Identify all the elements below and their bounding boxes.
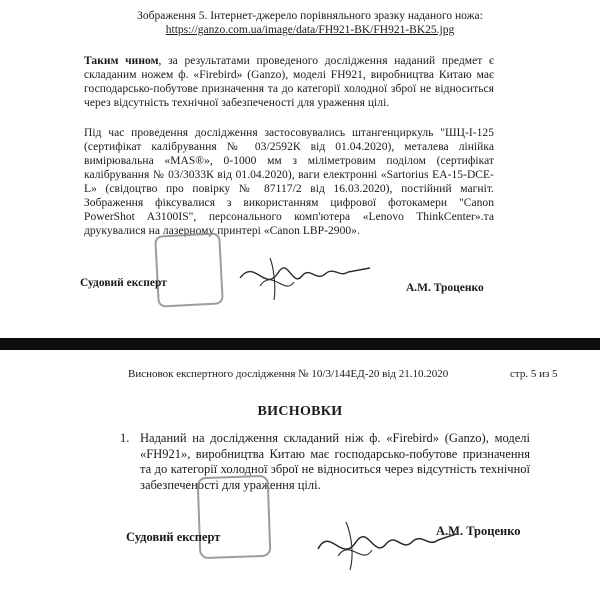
report-header: Висновок експертного дослідження № 10/3/144ЕД-20 від 21.10.2020 xyxy=(128,368,449,380)
equipment-text: Під час проведення дослідження застосовувались штангенциркуль "ШЦ-І-125 (сертифікат калібрування № 03/2592К від 01.04.2020), металева лінійка вимірювальна «MAS®», 0-1000 мм з міліметровим поділом (сертифікат калібрування № 03/3033К від 01.04.2020), ваги електронні «Sartorius EA-15-DCE-L» (свідоцтво про повірку № 87117/2 від 16.03.2020), постійний магніт. Зображення фіксувалися з використанням цифрової фотокамери "Canon PowerShot A3100IS", персонального комп'ютера «Lenovo ThinkCenter».та друкувалися на лазерному принтері «Canon LBP-2900». xyxy=(84,127,494,237)
conclusion-text: Наданий на дослідження складаний ніж ф. «Firebird» (Ganzo), моделі «FH921», виробництва Китаю має господарсько-побутове призначення та до категорії холодної зброї не відноситься через відсутність технічної забезпеченості для ураження цілі. xyxy=(140,431,530,492)
summary-text: , за результатами проведеного дослідження наданий предмет є складаним ножем ф. «Firebird» (Ganzo), моделі FH921, виробництва Китаю має господарсько-побутове призначення та до категорії холодної зброї не відноситься через відсутність технічної забезпеченості для ураження цілі. xyxy=(84,55,494,109)
caption-link[interactable]: https://ganzo.com.ua/image/data/FH921-BK/FH921-BK25.jpg xyxy=(165,24,455,36)
equipment-paragraph xyxy=(84,126,494,238)
expert-name: А.М. Троценко xyxy=(436,524,521,538)
expert-name: А.М. Троценко xyxy=(406,282,484,294)
signature-image xyxy=(230,238,380,308)
expert-title: Судовий експерт xyxy=(80,277,167,289)
conclusion-item xyxy=(120,431,530,493)
official-stamp xyxy=(197,475,272,559)
signature-image xyxy=(310,504,460,574)
page-separator xyxy=(0,338,600,350)
image-caption xyxy=(60,9,560,37)
section-title: ВИСНОВКИ xyxy=(257,404,343,419)
expert-title: Судовий експерт xyxy=(126,530,221,544)
summary-lead: Таким чином xyxy=(84,55,159,67)
caption-text: Зображення 5. Інтернет-джерело порівняльного зразку наданого ножа: xyxy=(137,10,483,22)
page-number: стр. 5 из 5 xyxy=(510,368,558,380)
summary-paragraph xyxy=(84,54,494,110)
conclusion-number: 1. xyxy=(120,431,130,445)
official-stamp xyxy=(154,232,224,307)
